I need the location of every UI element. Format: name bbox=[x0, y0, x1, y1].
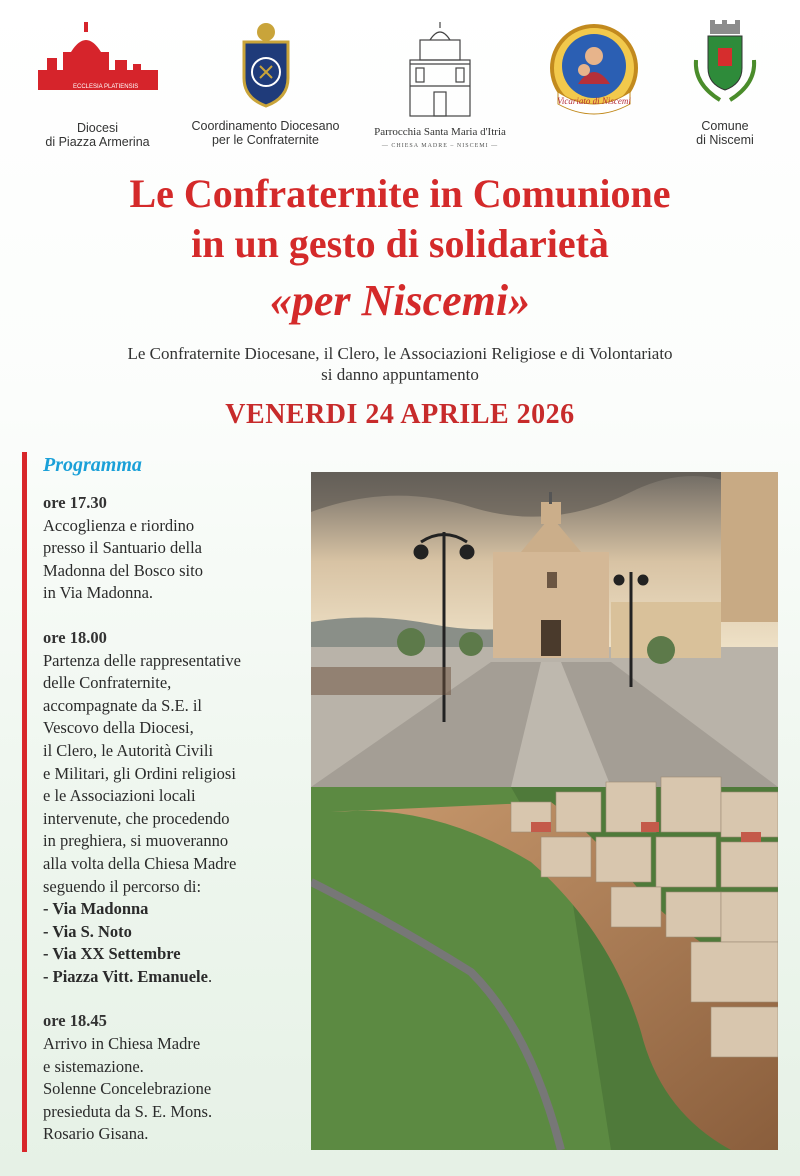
route-item: - Via S. Noto bbox=[43, 921, 132, 941]
event-line: Vescovo della Diocesi, bbox=[43, 718, 194, 738]
comune-logo bbox=[680, 20, 770, 147]
comune-line1: Comune bbox=[701, 119, 749, 133]
coat-of-arms-icon bbox=[690, 20, 760, 106]
event-line: in preghiera, si muoveranno bbox=[43, 831, 229, 851]
event-line: Madonna del Bosco sito bbox=[43, 560, 203, 580]
diocesi-logo bbox=[30, 20, 165, 149]
program-event-1 bbox=[43, 492, 313, 605]
title-line1: Le Confraternite in Comunione bbox=[129, 171, 671, 216]
event-line: Partenza delle rappresentative bbox=[43, 650, 241, 670]
vicariato-text: Vicariato di Niscemi bbox=[557, 96, 631, 106]
program-event-3 bbox=[43, 1010, 313, 1146]
parrocchia-line1: Parrocchia Santa Maria d'Itria bbox=[374, 126, 506, 138]
intro-text bbox=[0, 343, 800, 385]
cathedral-icon bbox=[33, 20, 163, 96]
event-line: intervenute, che procedendo bbox=[43, 808, 230, 828]
intro-line1: Le Confraternite Diocesane, il Clero, le Associazioni Religiose e di Volontariato bbox=[127, 344, 673, 363]
route-item: - Via XX Settembre bbox=[43, 944, 181, 964]
coordinamento-line1: Coordinamento Diocesano bbox=[191, 119, 340, 133]
program-heading: Programma bbox=[43, 454, 142, 476]
title-line2: in un gesto di solidarietà bbox=[191, 221, 609, 266]
left-red-bar bbox=[22, 452, 27, 1152]
event-line: e le Associazioni locali bbox=[43, 786, 196, 806]
event-time: ore 18.00 bbox=[43, 627, 107, 647]
diocesi-line1: Diocesi bbox=[77, 121, 118, 135]
diocesi-line2: di Piazza Armerina bbox=[45, 135, 150, 149]
route-item: - Piazza Vitt. Emanuele bbox=[43, 966, 208, 986]
program-event-2 bbox=[43, 627, 313, 989]
event-line: seguendo il percorso di: bbox=[43, 876, 202, 896]
event-line: presso il Santuario della bbox=[43, 538, 203, 558]
event-line: Rosario Gisana. bbox=[43, 1124, 149, 1144]
coordinamento-logo bbox=[188, 20, 343, 147]
logo-strip bbox=[0, 20, 800, 150]
comune-line2: di Niscemi bbox=[696, 133, 754, 147]
vicariato-logo bbox=[548, 20, 640, 125]
event-line: Solenne Concelebrazione bbox=[43, 1079, 212, 1099]
madonna-medallion-icon bbox=[548, 20, 640, 120]
event-line: il Clero, le Autorità Civili bbox=[43, 740, 214, 760]
program-list bbox=[43, 492, 313, 1168]
event-line: accompagnate da S.E. il bbox=[43, 695, 202, 715]
parrocchia-subline: — CHIESA MADRE – NISCEMI — bbox=[381, 143, 499, 149]
route-end: . bbox=[207, 966, 213, 986]
coordinamento-line2: per le Confraternite bbox=[211, 133, 319, 147]
event-line: presieduta da S. E. Mons. bbox=[43, 1101, 213, 1121]
event-time: ore 17.30 bbox=[43, 493, 107, 512]
title-line3: «per Niscemi» bbox=[269, 276, 531, 325]
church-facade-icon bbox=[400, 20, 480, 120]
diocesi-emblem-text: ECCLESIA PLATIENSIS bbox=[72, 84, 138, 90]
event-line: Accoglienza e riordino bbox=[43, 515, 195, 535]
parrocchia-logo bbox=[370, 20, 510, 153]
event-line: delle Confraternite, bbox=[43, 673, 172, 693]
route-item: - Via Madonna bbox=[43, 899, 149, 919]
event-line: in Via Madonna. bbox=[43, 583, 154, 603]
event-line: e sistemazione. bbox=[43, 1056, 144, 1076]
event-line: alla volta della Chiesa Madre bbox=[43, 853, 237, 873]
event-line: e Militari, gli Ordini religiosi bbox=[43, 763, 236, 783]
event-time: ore 18.45 bbox=[43, 1011, 107, 1031]
landscape-illustration bbox=[311, 472, 778, 1150]
niscemi-photo bbox=[311, 472, 778, 1150]
intro-line2: si danno appuntamento bbox=[321, 365, 479, 384]
event-line: Arrivo in Chiesa Madre bbox=[43, 1034, 201, 1054]
event-date: VENERDI 24 APRILE 2026 bbox=[225, 399, 575, 430]
shield-emblem-icon bbox=[236, 20, 296, 110]
